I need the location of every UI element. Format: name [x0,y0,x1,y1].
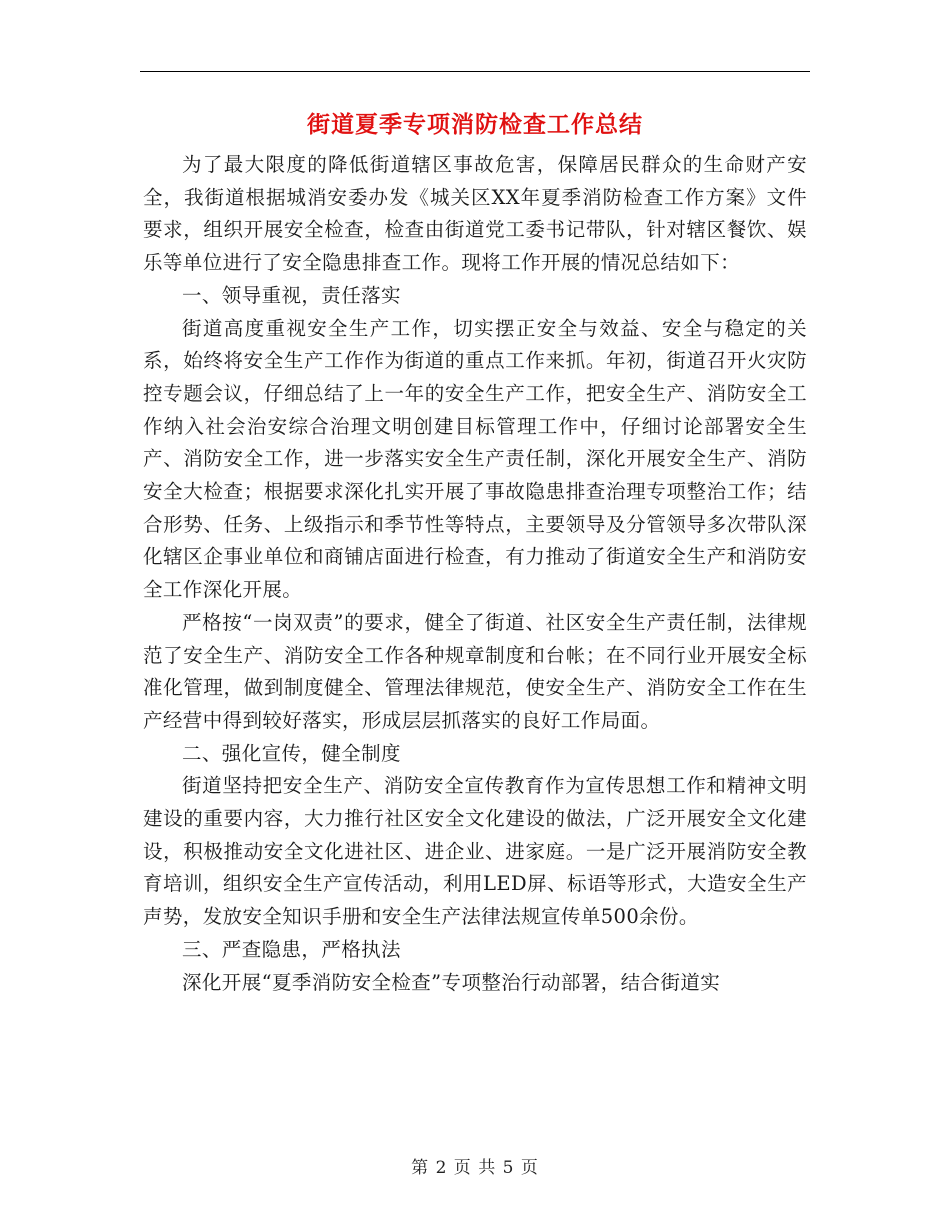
paragraph-publicity: 街道坚持把安全生产、消防安全宣传教育作为宣传思想工作和精神文明建设的重要内容，大力推行社区安全文化建设的做法，广泛开展安全文化建设，积极推动安全文化进社区、进企业、进家庭。一是广泛开展消防安全教育培训，组织安全生产宣传活动，利用LED屏、标语等形式，大造安全生产声势，发放安全知识手册和安全生产法律法规宣传单500余份。 [143,774,807,929]
document-title: 街道夏季专项消防检查工作总结 [307,111,643,138]
header-rule [140,71,810,72]
paragraph-intro: 为了最大限度的降低街道辖区事故危害，保障居民群众的生命财产安全，我街道根据城消安委办发《城关区XX年夏季消防检查工作方案》文件要求，组织开展安全检查，检查由街道党工委书记带队，针对辖区餐饮、娱乐等单位进行了安全隐患排查工作。现将工作开展的情况总结如下： [143,153,807,275]
section-heading-2: 二、强化宣传，健全制度 [182,741,401,765]
paragraph-inspection: 深化开展“夏季消防安全检查”专项整治行动部署，结合街道实 [182,970,721,994]
section-heading-1: 一、领导重视，责任落实 [182,283,401,307]
page-number-footer: 第 2 页 共 5 页 [411,1158,539,1178]
paragraph-responsibility: 严格按“一岗双责”的要求，健全了街道、社区安全生产责任制，法律规范了安全生产、消防安全工作各种规章制度和台帐；在不同行业开展安全标准化管理，做到制度健全、管理法律规范，使安全生产、消防安全工作在生产经营中得到较好落实，形成层层抓落实的良好工作局面。 [143,610,807,732]
document-body [143,149,807,999]
paragraph-leadership: 街道高度重视安全生产工作，切实摆正安全与效益、安全与稳定的关系，始终将安全生产工作作为街道的重点工作来抓。年初，街道召开火灾防控专题会议，仔细总结了上一年的安全生产工作，把安全生产、消防安全工作纳入社会治安综合治理文明创建目标管理工作中，仔细讨论部署安全生产、消防安全工作，进一步落实安全生产责任制，深化开展安全生产、消防安全大检查；根据要求深化扎实开展了事故隐患排查治理专项整治工作；结合形势、任务、上级指示和季节性等特点，主要领导及分管领导多次带队深化辖区企事业单位和商铺店面进行检查，有力推动了街道安全生产和消防安全工作深化开展。 [143,316,807,602]
section-heading-3: 三、严查隐患，严格执法 [182,937,401,961]
